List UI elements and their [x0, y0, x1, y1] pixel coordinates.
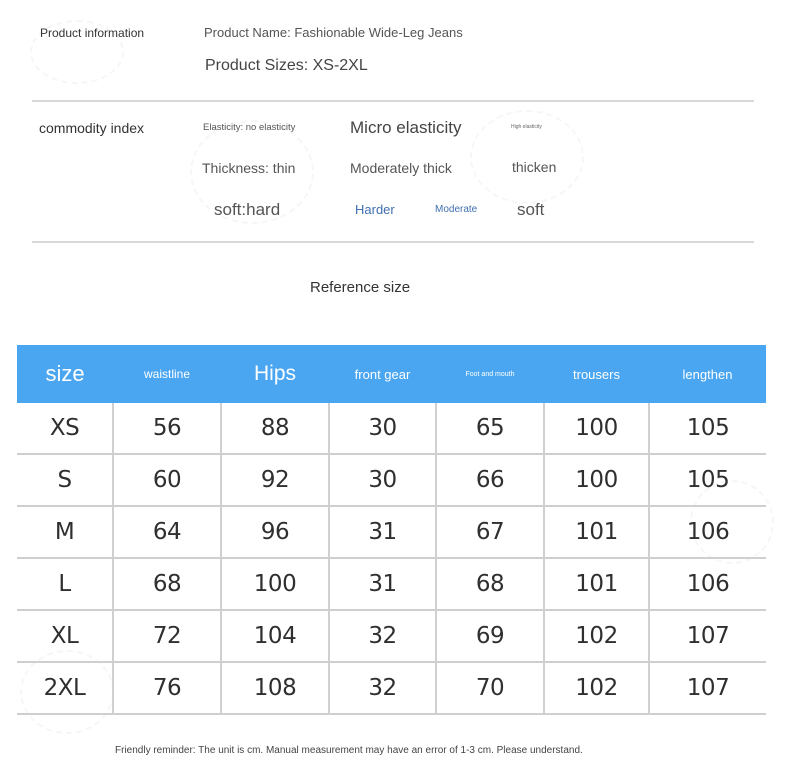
cell-waistline: 76	[113, 662, 221, 714]
cell-foot-and-mouth: 69	[436, 610, 544, 662]
divider	[32, 241, 754, 243]
product-info-label: Product information	[40, 26, 145, 40]
cell-waistline: 64	[113, 506, 221, 558]
softness-harder: Harder	[355, 202, 395, 217]
cell-size: 2XL	[17, 662, 113, 714]
cell-trousers: 102	[544, 662, 649, 714]
cell-trousers: 100	[544, 403, 649, 454]
cell-lengthen: 105	[649, 403, 766, 454]
footer-reminder: Friendly reminder: The unit is cm. Manual measurement may have an error of 1-3 cm. Please understand.	[115, 745, 583, 756]
cell-lengthen: 105	[649, 454, 766, 506]
header-waistline: waistline	[113, 345, 221, 403]
cell-lengthen: 107	[649, 610, 766, 662]
header-front-gear: front gear	[329, 345, 436, 403]
elasticity-micro: Micro elasticity	[350, 118, 462, 137]
cell-size: L	[17, 558, 113, 610]
cell-foot-and-mouth: 65	[436, 403, 544, 454]
table-row	[17, 403, 766, 454]
cell-hips: 96	[221, 506, 329, 558]
cell-front-gear: 32	[329, 610, 436, 662]
header-foot-and-mouth: Foot and mouth	[436, 345, 544, 403]
cell-trousers: 100	[544, 454, 649, 506]
cell-hips: 108	[221, 662, 329, 714]
cell-foot-and-mouth: 70	[436, 662, 544, 714]
product-sizes: Product Sizes: XS-2XL	[205, 57, 368, 74]
table-row	[17, 662, 766, 714]
table-row	[17, 454, 766, 506]
cell-foot-and-mouth: 67	[436, 506, 544, 558]
cell-waistline: 56	[113, 403, 221, 454]
cell-lengthen: 106	[649, 558, 766, 610]
thickness-moderate: Moderately thick	[350, 160, 452, 176]
size-chart-table	[17, 345, 766, 715]
cell-waistline: 68	[113, 558, 221, 610]
cell-size: XL	[17, 610, 113, 662]
cell-size: XS	[17, 403, 113, 454]
cell-trousers: 101	[544, 558, 649, 610]
cell-front-gear: 30	[329, 454, 436, 506]
cell-lengthen: 107	[649, 662, 766, 714]
thickness-label: Thickness: thin	[202, 160, 296, 176]
product-name: Product Name: Fashionable Wide-Leg Jeans	[204, 25, 463, 40]
commodity-index-label: commodity index	[39, 120, 145, 136]
elasticity-high: High elasticity	[511, 124, 542, 130]
thickness-thicken: thicken	[512, 159, 557, 175]
cell-trousers: 101	[544, 506, 649, 558]
cell-size: S	[17, 454, 113, 506]
table-row	[17, 610, 766, 662]
table-header-row	[17, 345, 766, 403]
header-trousers: trousers	[544, 345, 649, 403]
cell-hips: 92	[221, 454, 329, 506]
cell-foot-and-mouth: 68	[436, 558, 544, 610]
cell-hips: 104	[221, 610, 329, 662]
cell-waistline: 72	[113, 610, 221, 662]
softness-soft: soft	[517, 200, 545, 219]
header-lengthen: lengthen	[649, 345, 766, 403]
divider	[32, 100, 754, 102]
header-hips: Hips	[221, 345, 329, 403]
cell-hips: 88	[221, 403, 329, 454]
reference-size-title: Reference size	[310, 279, 411, 296]
cell-front-gear: 31	[329, 506, 436, 558]
cell-size: M	[17, 506, 113, 558]
cell-foot-and-mouth: 66	[436, 454, 544, 506]
elasticity-label: Elasticity: no elasticity	[203, 122, 296, 133]
softness-moderate: Moderate	[435, 204, 478, 215]
cell-front-gear: 31	[329, 558, 436, 610]
cell-lengthen: 106	[649, 506, 766, 558]
cell-trousers: 102	[544, 610, 649, 662]
cell-hips: 100	[221, 558, 329, 610]
cell-waistline: 60	[113, 454, 221, 506]
table-row	[17, 558, 766, 610]
softness-label: soft:hard	[214, 200, 281, 219]
header-size: size	[17, 345, 113, 403]
cell-front-gear: 30	[329, 403, 436, 454]
table-row	[17, 506, 766, 558]
cell-front-gear: 32	[329, 662, 436, 714]
